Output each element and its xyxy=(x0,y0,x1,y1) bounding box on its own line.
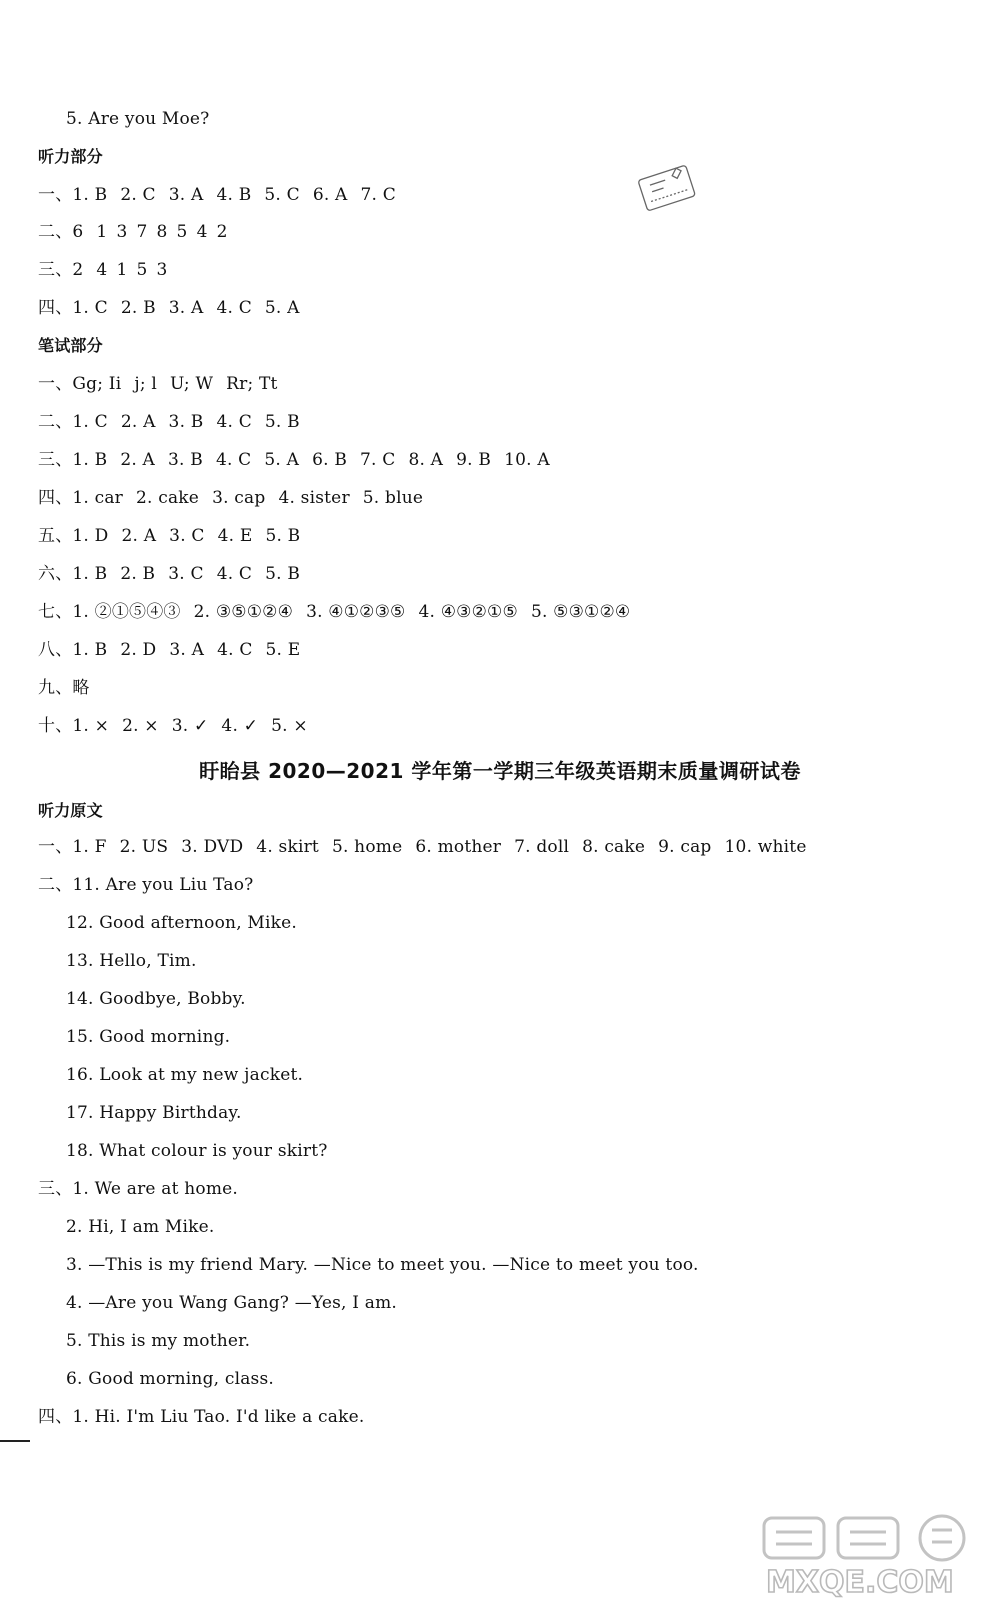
answer-item: 3. ④①②③⑤ xyxy=(306,602,406,622)
answer-item: 8. cake xyxy=(582,837,646,857)
svg-text:MXQE.COM: MXQE.COM xyxy=(766,1565,954,1600)
answer-item: 1 xyxy=(116,260,128,280)
answer-item: 4. ✓ xyxy=(221,716,259,736)
answer-item: 10. A xyxy=(504,450,550,470)
answer-item: 8 xyxy=(156,222,168,242)
answer-item: 2. A xyxy=(120,450,156,470)
answer-line xyxy=(38,715,308,737)
answer-item: 4. C xyxy=(217,640,253,660)
answer-item: 5. A xyxy=(264,450,300,470)
answer-item: 4. ④③②①⑤ xyxy=(418,602,518,622)
section-heading: 听力原文 xyxy=(38,801,103,820)
answer-item: 4. B xyxy=(216,185,252,205)
answer-item: 10. white xyxy=(724,837,807,857)
page-divider xyxy=(0,1440,30,1442)
answer-item: 5. home xyxy=(331,837,403,857)
answer-item: 3. ✓ xyxy=(171,716,209,736)
answer-item: 一、Gg; Ii xyxy=(38,374,122,394)
watermark-logo xyxy=(756,1512,986,1600)
answer-item: 十、1. × xyxy=(38,716,110,736)
answer-item: 5 xyxy=(176,222,188,242)
answer-line xyxy=(38,449,550,471)
answer-item: 2. A xyxy=(121,526,157,546)
answer-line: 5. Are you Moe? xyxy=(66,109,210,129)
answer-item: 9. B xyxy=(456,450,492,470)
answer-line: 二、11. Are you Liu Tao? xyxy=(38,875,254,895)
answer-item: 4. C xyxy=(216,412,252,432)
answer-line: 九、略 xyxy=(38,678,90,698)
answer-item: 二、1. C xyxy=(38,412,108,432)
answer-line xyxy=(38,259,168,281)
answer-item: 5. ⑤③①②④ xyxy=(530,602,631,622)
answer-line xyxy=(38,221,228,243)
answer-line xyxy=(38,525,300,547)
answer-line: 13. Hello, Tim. xyxy=(66,951,197,971)
answer-line xyxy=(38,373,278,395)
answer-item: 3 xyxy=(116,222,128,242)
answer-item: 5. E xyxy=(265,640,301,660)
answer-item: 5 xyxy=(136,260,148,280)
answer-item: 4 xyxy=(196,222,208,242)
answer-item: 八、1. B xyxy=(38,640,108,660)
answer-line: 3. —This is my friend Mary. —Nice to meet you. —Nice to meet you too. xyxy=(66,1255,699,1275)
answer-line xyxy=(38,184,396,206)
answer-item: 7. C xyxy=(360,185,396,205)
answer-line: 6. Good morning, class. xyxy=(66,1369,275,1389)
answer-item: 3. A xyxy=(168,185,204,205)
answer-item: 2. C xyxy=(120,185,156,205)
answer-item: 二、6 xyxy=(38,222,84,242)
answer-item: 5. B xyxy=(264,412,300,432)
answer-line: 4. —Are you Wang Gang? —Yes, I am. xyxy=(66,1293,398,1313)
answer-item: 4. C xyxy=(215,450,252,470)
answer-item: j; l xyxy=(134,374,157,394)
answer-line xyxy=(38,639,300,661)
answer-item: 2. cake xyxy=(136,488,200,508)
answer-item: 3 xyxy=(156,260,168,280)
answer-item: 6. mother xyxy=(415,837,502,857)
answer-item: 2. D xyxy=(120,640,157,660)
answer-item: 4. E xyxy=(217,526,253,546)
answer-item: 3. DVD xyxy=(181,837,244,857)
answer-item: 4. C xyxy=(216,564,253,584)
answer-item: 七、1. ②①⑤④③ xyxy=(38,602,181,622)
answer-line xyxy=(38,836,807,858)
answer-item: 一、1. B xyxy=(38,185,108,205)
answer-item: 2. ③⑤①②④ xyxy=(193,602,294,622)
answer-item: 5. × xyxy=(271,716,308,736)
answer-item: 5. C xyxy=(264,185,300,205)
answer-item: 3. A xyxy=(169,640,205,660)
answer-item: 四、1. C xyxy=(38,298,108,318)
answer-item: 3. A xyxy=(168,298,204,318)
answer-item: 4. sister xyxy=(278,488,350,508)
answer-item: 5. B xyxy=(265,526,301,546)
answer-item: 2. × xyxy=(122,716,159,736)
answer-line: 17. Happy Birthday. xyxy=(66,1103,242,1123)
answer-line xyxy=(38,563,300,585)
answer-line xyxy=(38,601,630,623)
answer-line: 18. What colour is your skirt? xyxy=(66,1141,328,1161)
answer-item: 2. B xyxy=(120,564,156,584)
answer-item: 4 xyxy=(96,260,108,280)
answer-item: 7 xyxy=(136,222,148,242)
answer-item: 8. A xyxy=(408,450,444,470)
answer-line: 12. Good afternoon, Mike. xyxy=(66,913,298,933)
answer-line: 5. This is my mother. xyxy=(66,1331,251,1351)
answer-item: Rr; Tt xyxy=(226,374,278,394)
answer-line: 三、1. We are at home. xyxy=(38,1179,239,1199)
answer-item: 5. blue xyxy=(362,488,424,508)
section-heading: 笔试部分 xyxy=(38,336,103,355)
answer-line: 14. Goodbye, Bobby. xyxy=(66,989,246,1009)
answer-item: 三、1. B xyxy=(38,450,108,470)
answer-item: U; W xyxy=(170,374,214,394)
answer-item: 4. skirt xyxy=(256,837,319,857)
answer-item: 6. A xyxy=(312,185,348,205)
answer-item: 六、1. B xyxy=(38,564,108,584)
answer-item: 7. C xyxy=(360,450,396,470)
answer-item: 9. cap xyxy=(658,837,712,857)
answer-item: 2. A xyxy=(120,412,156,432)
answer-item: 2. B xyxy=(120,298,156,318)
answer-item: 3. cap xyxy=(212,488,266,508)
answer-item: 3. B xyxy=(168,450,203,470)
answer-line: 四、1. Hi. I'm Liu Tao. I'd like a cake. xyxy=(38,1407,365,1427)
answer-line xyxy=(38,487,423,509)
answer-item: 一、1. F xyxy=(38,837,107,857)
answer-item: 四、1. car xyxy=(38,488,124,508)
answer-item: 3. C xyxy=(169,526,205,546)
answer-line: 15. Good morning. xyxy=(66,1027,231,1047)
answer-item: 5. A xyxy=(264,298,300,318)
answer-line xyxy=(38,411,300,433)
stamp-icon xyxy=(634,160,700,218)
section-heading: 听力部分 xyxy=(38,147,103,166)
answer-item: 3. C xyxy=(168,564,204,584)
answer-item: 2 xyxy=(216,222,228,242)
answer-line xyxy=(38,297,300,319)
answer-item: 3. B xyxy=(168,412,204,432)
answer-item: 7. doll xyxy=(514,837,570,857)
answer-item: 五、1. D xyxy=(38,526,109,546)
answer-item: 4. C xyxy=(216,298,252,318)
answer-item: 1 xyxy=(96,222,108,242)
answer-item: 三、2 xyxy=(38,260,84,280)
answer-item: 5. B xyxy=(265,564,301,584)
answer-item: 2. US xyxy=(119,837,169,857)
exam-title: 盱眙县 2020—2021 学年第一学期三年级英语期末质量调研试卷 xyxy=(199,759,801,783)
answer-item: 6. B xyxy=(312,450,348,470)
answer-line: 16. Look at my new jacket. xyxy=(66,1065,304,1085)
answer-line: 2. Hi, I am Mike. xyxy=(66,1217,215,1237)
